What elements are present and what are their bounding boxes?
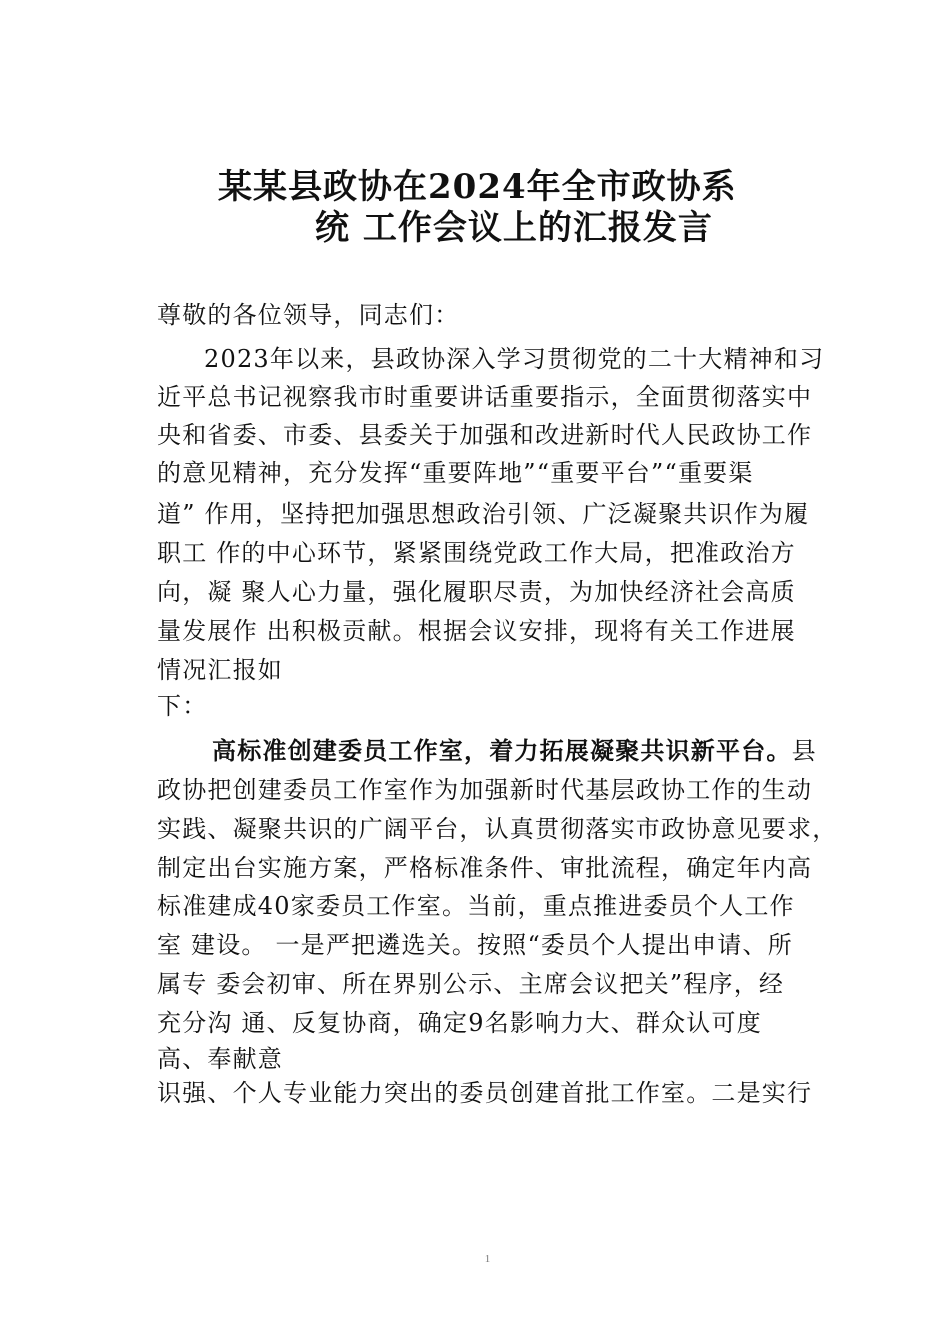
paragraph-1-line-1: 2023年以来，县政协深入学习贯彻党的二十大精神和习 xyxy=(204,345,825,373)
paragraph-2-line-5: 标准建成40家委员工作室。当前，重点推进委员个人工作 xyxy=(157,892,795,920)
paragraph-1-line-3: 央和省委、市委、县委关于加强和改进新时代人民政协工作 xyxy=(157,421,813,449)
paragraph-2-line-6: 室 建设。 一是严把遴选关。按照“委员个人提出申请、所 xyxy=(157,931,793,959)
paragraph-1-line-7: 向，凝 聚人心力量，强化履职尽责，为加快经济社会高质 xyxy=(157,578,796,606)
document-title-line-1: 某某县政协在2024年全市政协系 xyxy=(218,167,737,207)
paragraph-2-heading: 高标准创建委员工作室，着力拓展凝聚共识新平台。 xyxy=(212,736,792,765)
paragraph-1-line-5: 道” 作用，坚持把加强思想政治引领、广泛凝聚共识作为履 xyxy=(157,500,810,528)
paragraph-2-line-4: 制定出台实施方案，严格标准条件、审批流程，确定年内高 xyxy=(157,854,813,882)
paragraph-2-line-7: 属专 委会初审、所在界别公示、主席会议把关”程序，经 xyxy=(157,970,785,998)
paragraph-2-line-2: 政协把创建委员工作室作为加强新时代基层政协工作的生动 xyxy=(157,776,813,804)
paragraph-2-line-3: 实践、凝聚共识的广阔平台，认真贯彻落实市政协意见要求， xyxy=(157,815,838,843)
paragraph-1-line-10: 下： xyxy=(157,692,208,720)
paragraph-2-line-1 xyxy=(212,734,817,768)
paragraph-1-line-4: 的意见精神，充分发挥“重要阵地”“重要平台”“重要渠 xyxy=(157,459,754,487)
paragraph-1-line-8: 量发展作 出积极贡献。根据会议安排，现将有关工作进展 xyxy=(157,617,796,645)
paragraph-2-line-10: 识强、个人专业能力突出的委员创建首批工作室。二是实行 xyxy=(157,1079,813,1107)
paragraph-2-line-9: 高、奉献意 xyxy=(157,1045,283,1073)
paragraph-2-first-tail: 县 xyxy=(791,737,817,765)
paragraph-1-line-6: 职工 作的中心环节，紧紧围绕党政工作大局，把准政治方 xyxy=(157,539,796,567)
paragraph-1-line-2: 近平总书记视察我市时重要讲话重要指示，全面贯彻落实中 xyxy=(157,383,813,411)
page-number: 1 xyxy=(484,1253,491,1265)
salutation: 尊敬的各位领导，同志们： xyxy=(157,301,460,329)
document-title-line-2: 统 工作会议上的汇报发言 xyxy=(315,208,713,248)
paragraph-1-line-9: 情况汇报如 xyxy=(157,656,283,684)
paragraph-2-line-8: 充分沟 通、反复协商，确定9名影响力大、群众认可度 xyxy=(157,1009,762,1037)
